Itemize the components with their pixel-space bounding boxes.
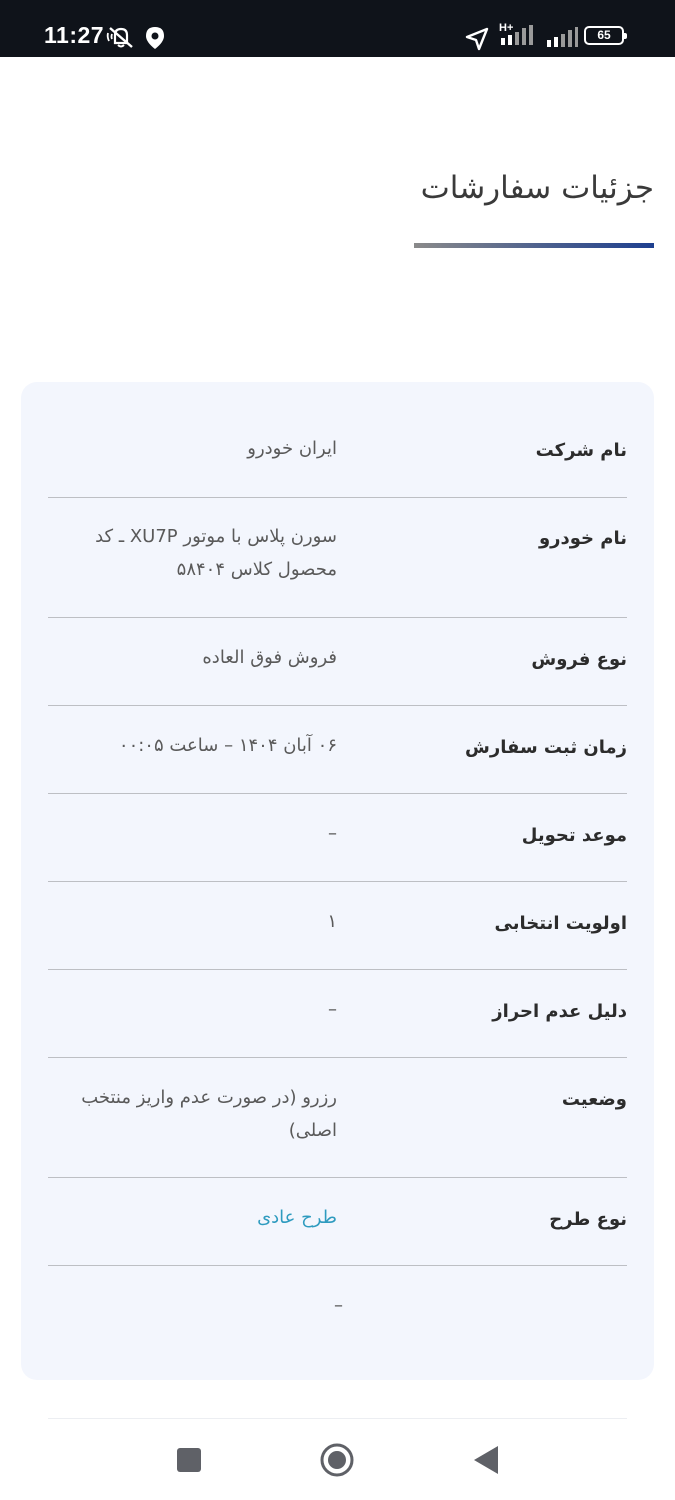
plan-type-link[interactable]: طرح عادی xyxy=(257,1207,337,1228)
detail-label: نوع طرح xyxy=(549,1209,627,1230)
page-title: جزئیات سفارشات xyxy=(420,170,654,206)
detail-label: دلیل عدم احراز xyxy=(492,1001,627,1022)
detail-value: فروش فوق العاده xyxy=(202,647,337,668)
detail-label: موعد تحویل xyxy=(521,825,627,846)
detail-value: ۰۶ آبان ۱۴۰۴ – ساعت ۰۰:۰۵ xyxy=(118,735,337,756)
back-triangle-icon[interactable] xyxy=(464,1438,508,1482)
detail-value: ۱ xyxy=(327,911,337,932)
detail-value: رزرو (در صورت عدم واریز منتخب اصلی) xyxy=(81,1087,337,1141)
location-pin-icon xyxy=(143,25,167,55)
recents-square-icon[interactable] xyxy=(167,1438,211,1482)
network-label: H+ xyxy=(499,22,514,34)
detail-label: نوع فروش xyxy=(531,649,627,670)
detail-value: – xyxy=(334,1295,343,1316)
order-details-card xyxy=(21,382,654,1380)
detail-label: نام شرکت xyxy=(535,440,627,461)
detail-value: – xyxy=(328,999,337,1020)
mute-icon xyxy=(106,24,136,54)
detail-value: سورن پلاس با موتور XU7P ـ کد محصول کلاس ۵۸۴۰۴ xyxy=(95,526,337,580)
detail-label: اولویت انتخابی xyxy=(494,913,627,934)
detail-label: زمان ثبت سفارش xyxy=(465,737,627,758)
signal-icon xyxy=(545,25,579,53)
row-divider xyxy=(48,1265,627,1266)
title-underline xyxy=(414,243,654,248)
status-bar xyxy=(0,0,675,57)
row-divider xyxy=(48,793,627,794)
detail-value: ایران خودرو xyxy=(247,438,337,459)
row-divider xyxy=(48,1057,627,1058)
nav-divider xyxy=(48,1418,627,1419)
row-divider xyxy=(48,881,627,882)
row-divider xyxy=(48,705,627,706)
status-time: 11:27 xyxy=(44,22,105,48)
row-divider xyxy=(48,1177,627,1178)
row-divider xyxy=(48,497,627,498)
navigation-arrow-icon xyxy=(464,26,490,56)
signal-icon xyxy=(497,22,541,52)
detail-label: وضعیت xyxy=(561,1089,627,1110)
home-circle-icon[interactable] xyxy=(315,1438,359,1482)
detail-label: نام خودرو xyxy=(538,528,627,549)
row-divider xyxy=(48,617,627,618)
battery-icon xyxy=(584,26,624,45)
detail-value: – xyxy=(328,823,337,844)
battery-level: 65 xyxy=(597,28,611,42)
row-divider xyxy=(48,969,627,970)
